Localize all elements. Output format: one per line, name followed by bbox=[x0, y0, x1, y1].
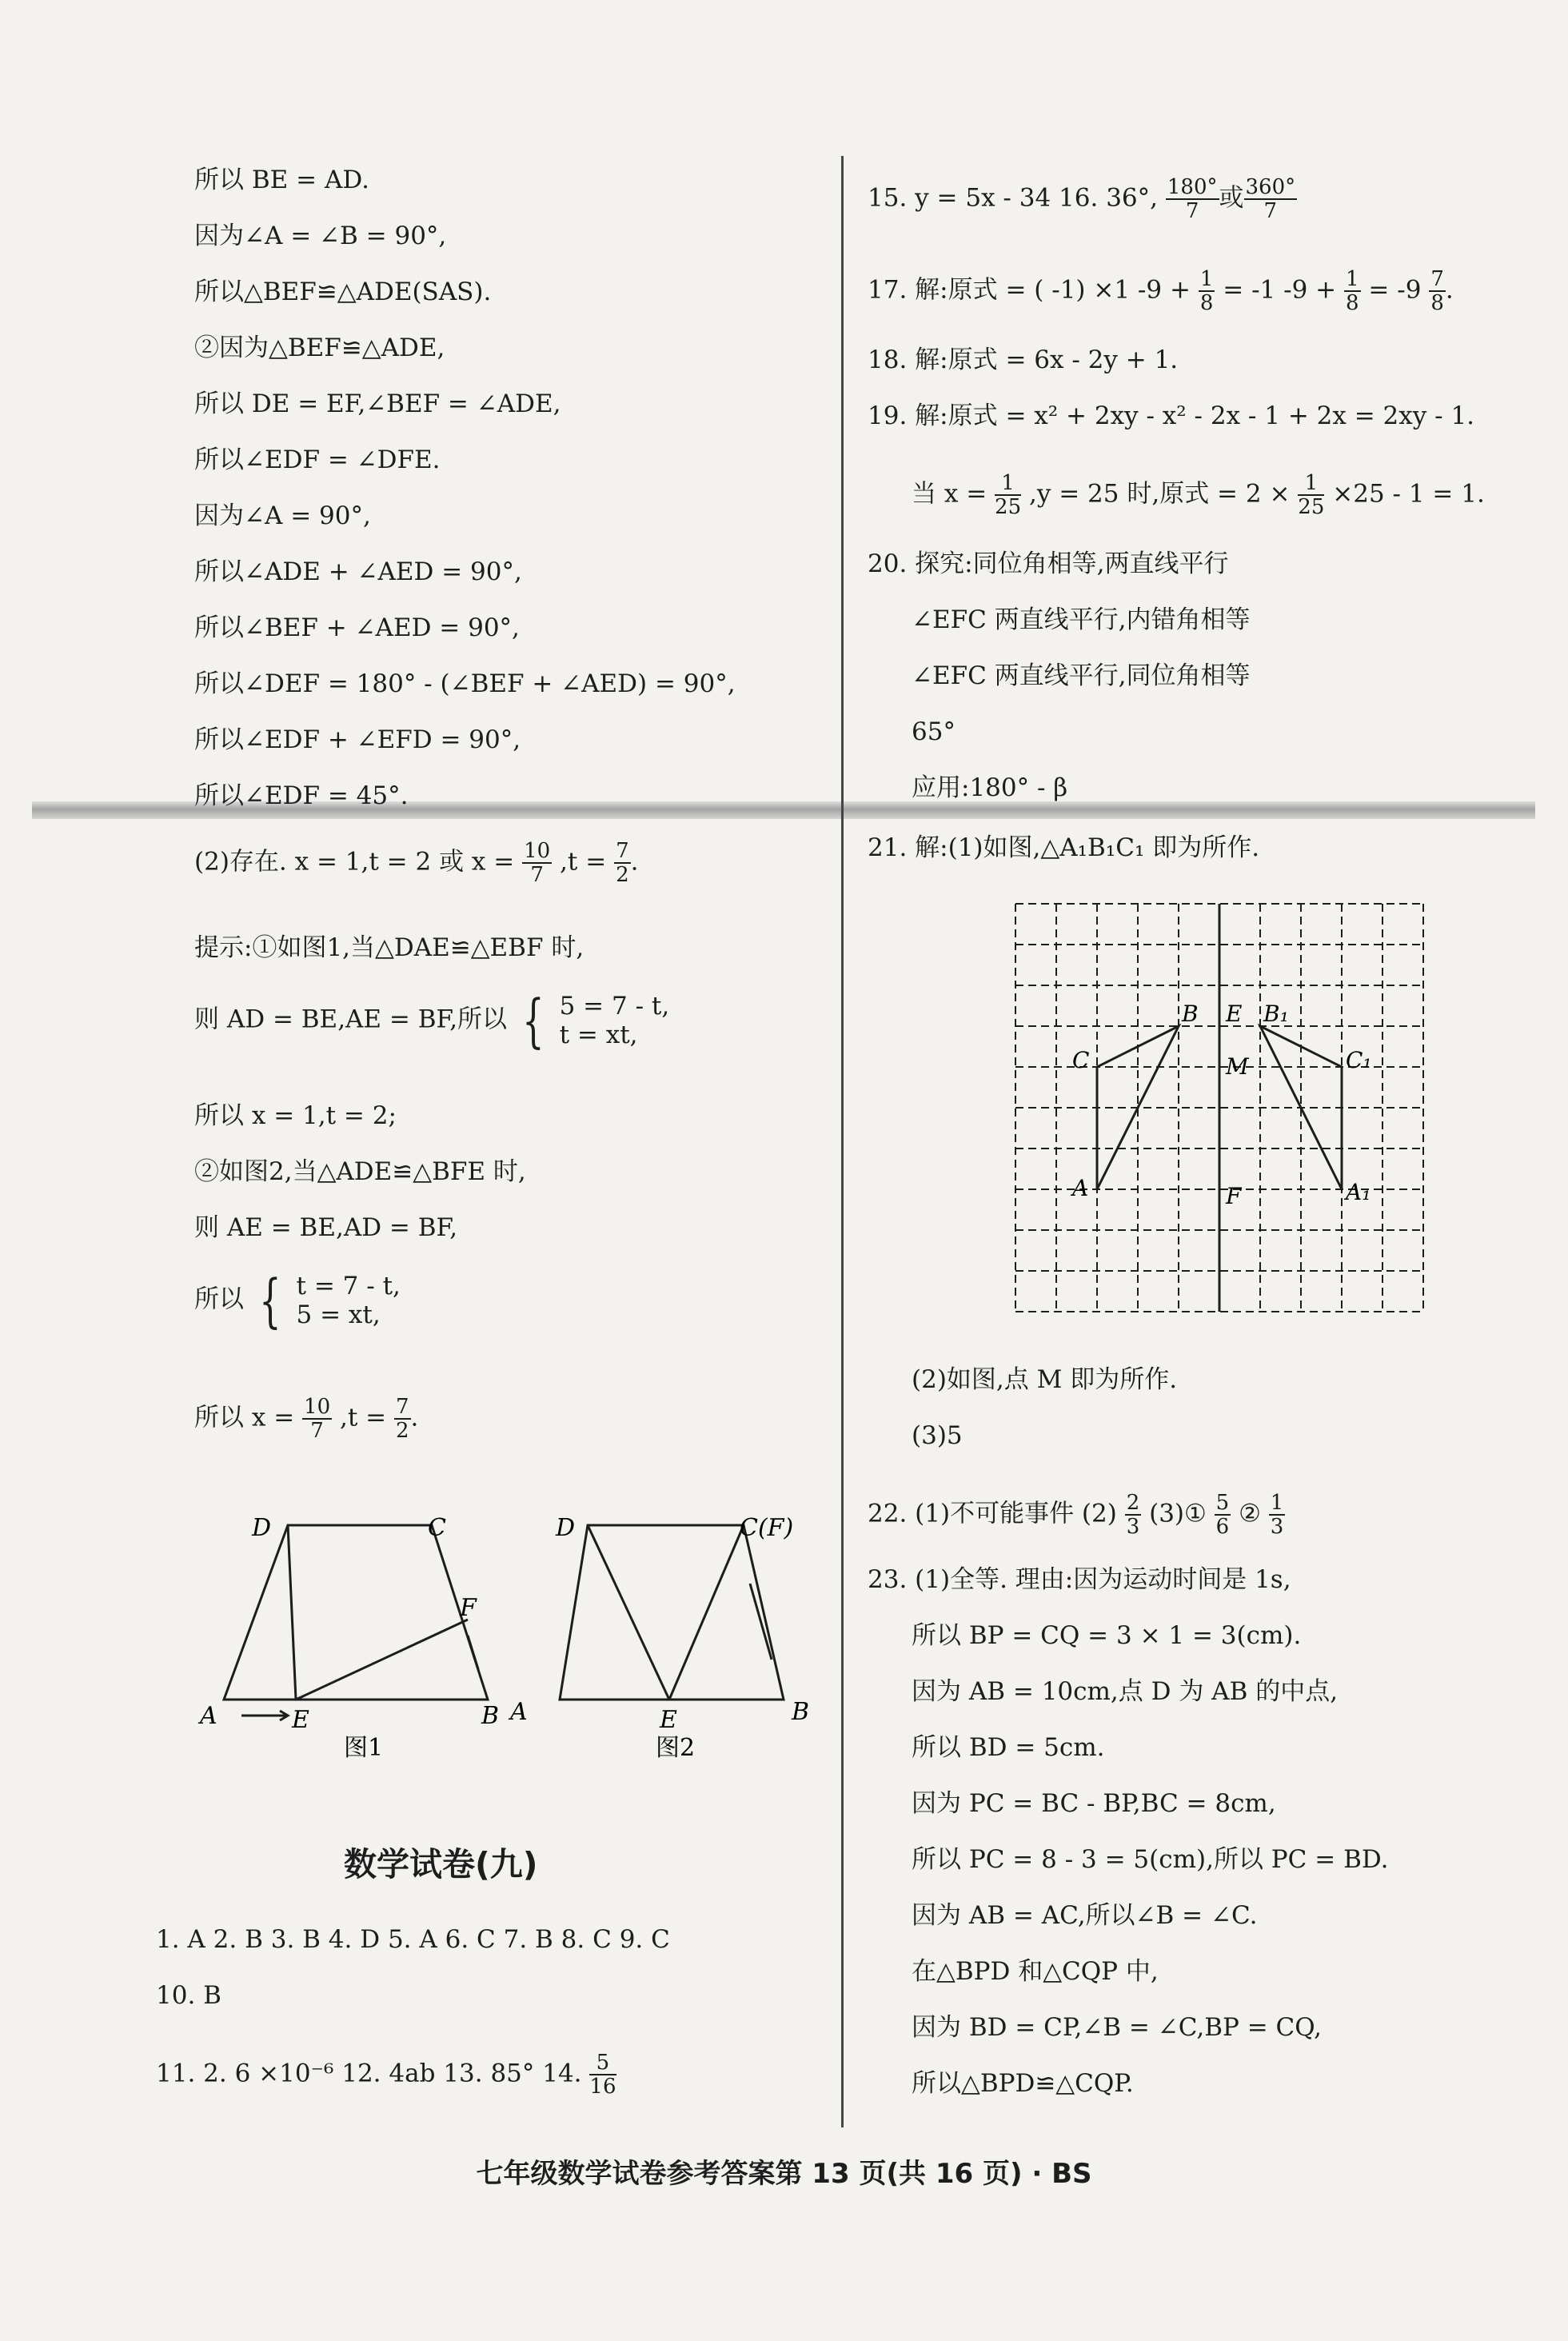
q17-line: 17. 解:原式 = ( -1) ×1 -9 + $\frac{1}{8}$ = -1 -9 + $\frac{1}{8}$ = -9 $\frac{7}{8}$ . bbox=[868, 267, 1454, 315]
left-line: ②因为△BEF≌△ADE, bbox=[194, 334, 445, 362]
q23-line: 在△BPD 和△CQP 中, bbox=[912, 1957, 1159, 1986]
q22-line bbox=[868, 1492, 1285, 1538]
q19-line: 19. 解:原式 = x² + 2xy - x² - 2x - 1 + 2x = 2xy - 1. bbox=[868, 401, 1475, 430]
label-D: D bbox=[252, 1514, 272, 1542]
q19b-prefix: 当 x = bbox=[912, 479, 987, 509]
page-footer: 七年级数学试卷参考答案第 13 页(共 16 页) · BS bbox=[476, 2158, 1092, 2190]
q19b-line bbox=[912, 472, 1485, 518]
left-line: 所以∠ADE + ∠AED = 90°, bbox=[194, 557, 522, 586]
label-CF: C(F) bbox=[740, 1514, 794, 1542]
result1-line: 所以 x = 1,t = 2; bbox=[194, 1101, 397, 1130]
fraction: $\frac{1}{3}$ bbox=[1270, 1491, 1284, 1539]
fig2-trapezoid bbox=[560, 1525, 784, 1700]
fig2-caption: 图2 bbox=[656, 1734, 696, 1762]
q17-end: = -9 bbox=[1368, 275, 1422, 305]
fig1-arrow2 bbox=[468, 1636, 478, 1669]
fraction: $\frac{7}{2}$ bbox=[395, 1395, 409, 1443]
case2-line: ②如图2,当△ADE≌△BFE 时, bbox=[194, 1157, 526, 1186]
fraction: $\frac{10}{7}$ bbox=[524, 839, 551, 887]
q23-line: 所以 BD = 5cm. bbox=[912, 1733, 1105, 1762]
then2-line: 则 AE = BE,AD = BF, bbox=[194, 1213, 458, 1242]
so-label: 所以 bbox=[194, 1284, 244, 1314]
fraction: $\frac{7}{8}$ bbox=[1430, 267, 1444, 315]
label-E: E bbox=[1226, 1001, 1243, 1027]
result2-line: 所以 x = $\frac{10}{7}$ ,t = $\frac{7}{2}$ . bbox=[194, 1395, 419, 1443]
fraction: $\frac{360^\circ}{7}$ bbox=[1245, 175, 1296, 223]
fraction: $\frac{1}{8}$ bbox=[1346, 267, 1359, 315]
label-B1: B₁ bbox=[1263, 1001, 1289, 1027]
system1-line bbox=[194, 987, 670, 1054]
label-D: D bbox=[556, 1514, 576, 1542]
or-text: 或 bbox=[1219, 183, 1244, 213]
equation-system: t = 7 - t, 5 = xt, bbox=[296, 1272, 401, 1329]
q19b-mid: ,y = 25 时,原式 = 2 × bbox=[1028, 479, 1291, 509]
left-line: 因为∠A = 90°, bbox=[194, 501, 371, 530]
res2-prefix: 所以 x = bbox=[194, 1403, 295, 1432]
q23-line: 所以 BP = CQ = 3 × 1 = 3(cm). bbox=[912, 1621, 1302, 1650]
q2-prefix: (2)存在. x = 1,t = 2 或 x = bbox=[194, 847, 515, 877]
label-B: B bbox=[792, 1698, 810, 1726]
q22-mid: (3)① bbox=[1149, 1499, 1207, 1528]
q23-line: 因为 AB = 10cm,点 D 为 AB 的中点, bbox=[912, 1677, 1339, 1706]
q2-mid: ,t = bbox=[560, 847, 607, 877]
fraction: $\frac{5}{6}$ bbox=[1215, 1491, 1230, 1539]
equation-system: 5 = 7 - t, t = xt, bbox=[559, 992, 670, 1049]
q21b-line: (2)如图,点 M 即为所作. bbox=[912, 1365, 1178, 1394]
q19b-end: ×25 - 1 = 1. bbox=[1332, 479, 1485, 509]
q22-mid2: ② bbox=[1239, 1499, 1261, 1528]
fraction: $\frac{5}{16}$ bbox=[589, 2051, 616, 2099]
res2-mid: ,t = bbox=[339, 1403, 387, 1432]
fraction: $\frac{10}{7}$ bbox=[304, 1395, 331, 1443]
fig1-EF bbox=[296, 1620, 468, 1700]
trapezoid-figures bbox=[192, 1492, 816, 1764]
left-line: 所以△BEF≌△ADE(SAS). bbox=[194, 278, 492, 306]
q2-line: (2)存在. x = 1,t = 2 或 x = $\frac{10}{7}$ ,t = $\frac{7}{2}$ . bbox=[194, 839, 639, 887]
answers3-prefix: 11. 2. 6 ×10⁻⁶ 12. 4ab 13. 85° 14. bbox=[156, 2059, 582, 2088]
label-C: C bbox=[1072, 1047, 1090, 1073]
fraction: $\frac{2}{3}$ bbox=[1126, 1491, 1140, 1539]
label-E: E bbox=[660, 1706, 677, 1734]
q17-prefix: 17. 解:原式 = ( -1) ×1 -9 + bbox=[868, 275, 1191, 305]
left-line: 所以∠DEF = 180° - (∠BEF + ∠AED) = 90°, bbox=[194, 669, 736, 698]
q20e-line: 应用:180° - β bbox=[912, 773, 1068, 802]
fraction: $\frac{1}{25}$ bbox=[1298, 471, 1325, 519]
label-E: E bbox=[292, 1706, 309, 1734]
fraction: $\frac{1}{25}$ bbox=[995, 471, 1022, 519]
label-A: A bbox=[200, 1702, 217, 1730]
fig2-DE bbox=[588, 1525, 669, 1700]
label-A: A bbox=[510, 1698, 528, 1726]
label-C: C bbox=[428, 1514, 446, 1542]
left-line: 所以∠EDF = 45°. bbox=[194, 781, 409, 810]
q23-line: 所以△BPD≌△CQP. bbox=[912, 2069, 1134, 2098]
fig1-DE bbox=[288, 1525, 296, 1700]
answers-line: 10. B bbox=[156, 1981, 221, 2010]
q15-line bbox=[868, 176, 1297, 222]
brace: { bbox=[522, 987, 545, 1054]
brace: { bbox=[259, 1267, 281, 1334]
q23-line: 因为 AB = AC,所以∠B = ∠C. bbox=[912, 1901, 1258, 1930]
fig1-trapezoid bbox=[224, 1525, 488, 1700]
fig1-caption: 图1 bbox=[344, 1734, 384, 1762]
q23-line: 所以 PC = 8 - 3 = 5(cm),所以 PC = BD. bbox=[912, 1845, 1389, 1874]
label-C1: C₁ bbox=[1346, 1047, 1372, 1073]
label-F: F bbox=[1226, 1183, 1242, 1209]
fraction: $\frac{1}{8}$ bbox=[1199, 267, 1214, 315]
left-line: 因为∠A = ∠B = 90°, bbox=[194, 222, 447, 250]
grid-figure bbox=[1011, 900, 1427, 1316]
label-B: B bbox=[481, 1702, 500, 1730]
answers-line: 1. A 2. B 3. B 4. D 5. A 6. C 7. B 8. C 9. C bbox=[156, 1925, 670, 1954]
q21c-line: (3)5 bbox=[912, 1421, 963, 1450]
q20-line: 20. 探究:同位角相等,两直线平行 bbox=[868, 549, 1229, 578]
column-divider bbox=[841, 156, 844, 2127]
label-A1: A₁ bbox=[1346, 1179, 1371, 1205]
then1: 则 AD = BE,AE = BF,所以 bbox=[194, 1005, 508, 1034]
q23-line: 因为 PC = BC - BP,BC = 8cm, bbox=[912, 1789, 1276, 1818]
q15-text: 15. y = 5x - 34 16. 36°, bbox=[868, 183, 1158, 213]
q21-line: 21. 解:(1)如图,△A₁B₁C₁ 即为所作. bbox=[868, 833, 1260, 862]
left-line: 所以 DE = EF,∠BEF = ∠ADE, bbox=[194, 390, 561, 418]
fraction: $\frac{7}{2}$ bbox=[616, 839, 629, 887]
label-A: A bbox=[1072, 1175, 1089, 1201]
section-title: 数学试卷(九) bbox=[344, 1845, 538, 1884]
left-line: 所以 BE = AD. bbox=[194, 166, 369, 194]
q20b-line: ∠EFC 两直线平行,内错角相等 bbox=[912, 605, 1251, 634]
label-F: F bbox=[460, 1594, 477, 1622]
label-M: M bbox=[1226, 1053, 1249, 1080]
hint-line: 提示:①如图1,当△DAE≌△EBF 时, bbox=[194, 933, 585, 962]
q18-line: 18. 解:原式 = 6x - 2y + 1. bbox=[868, 346, 1179, 374]
q20d-line: 65° bbox=[912, 717, 956, 746]
q23-line: 23. (1)全等. 理由:因为运动时间是 1s, bbox=[868, 1565, 1291, 1594]
fraction: $\frac{180^\circ}{7}$ bbox=[1167, 175, 1218, 223]
left-line: 所以∠EDF = ∠DFE. bbox=[194, 445, 441, 474]
fig2-EF bbox=[669, 1525, 744, 1700]
q23-line: 因为 BD = CP,∠B = ∠C,BP = CQ, bbox=[912, 2013, 1322, 2042]
q20c-line: ∠EFC 两直线平行,同位角相等 bbox=[912, 661, 1251, 690]
system2-line bbox=[194, 1267, 401, 1334]
left-line: 所以∠BEF + ∠AED = 90°, bbox=[194, 613, 520, 642]
q22-prefix: 22. (1)不可能事件 (2) bbox=[868, 1499, 1117, 1528]
label-B: B bbox=[1182, 1001, 1199, 1027]
answers-line bbox=[156, 2051, 616, 2098]
left-line: 所以∠EDF + ∠EFD = 90°, bbox=[194, 725, 521, 754]
q17-mid: = -1 -9 + bbox=[1223, 275, 1337, 305]
